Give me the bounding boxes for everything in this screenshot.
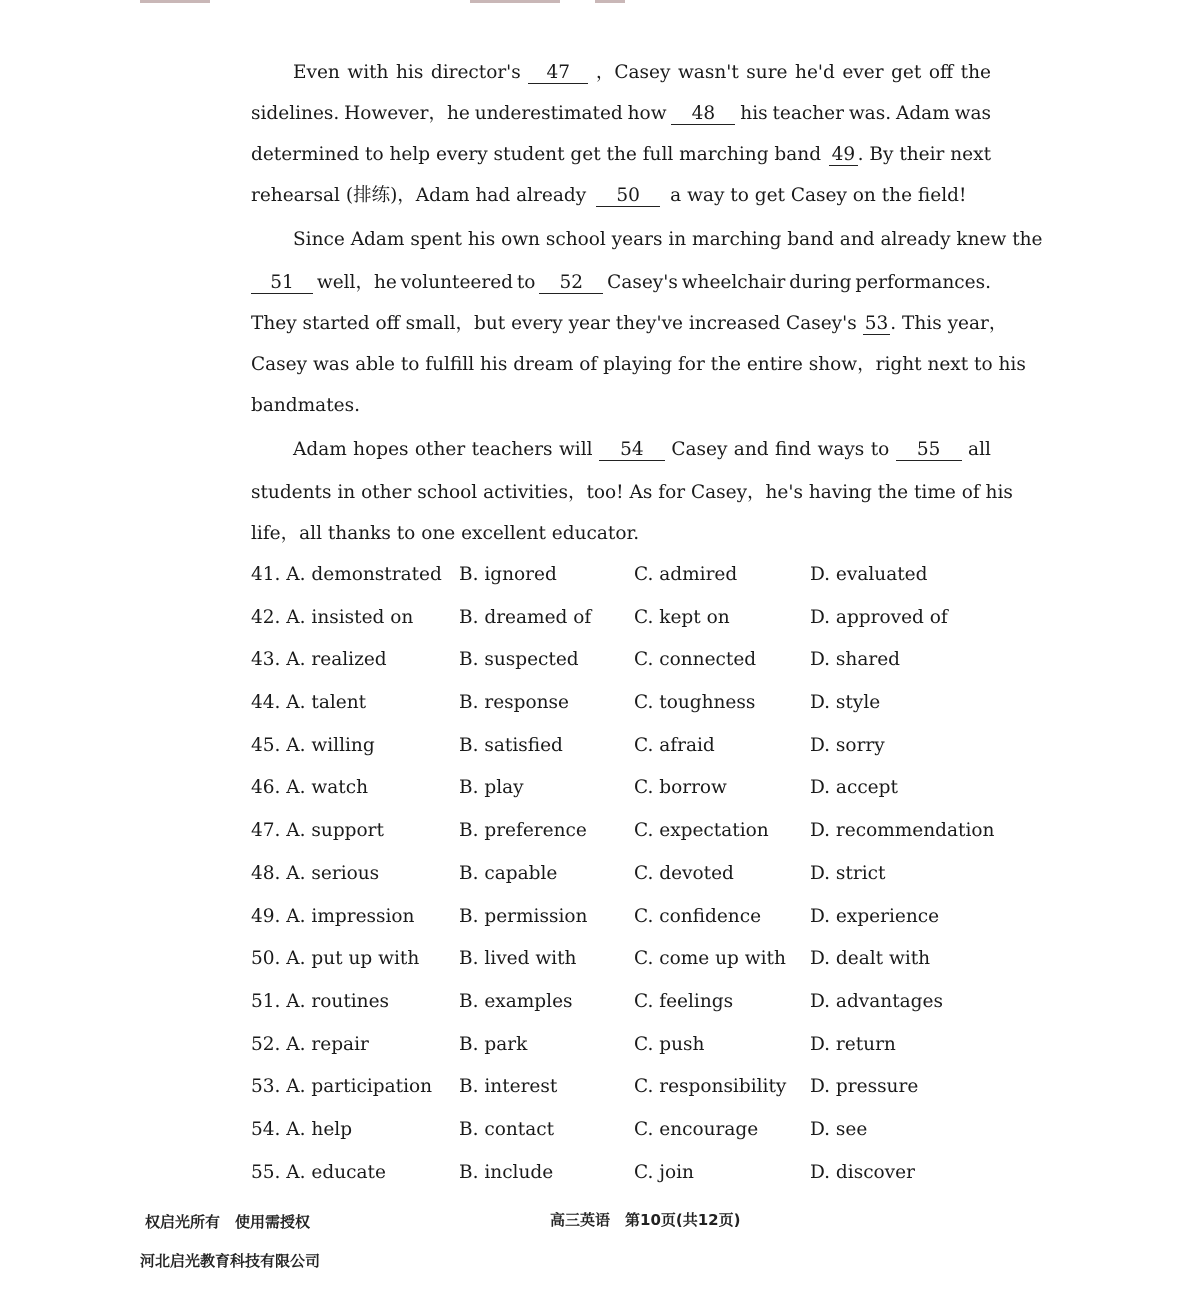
option-row [251, 639, 1011, 682]
passage-line: Since Adam spent his own school years in marching band and already knew the [293, 229, 1043, 250]
option-c: C. confidence [634, 905, 762, 927]
option-a: 55. A. educate [251, 1161, 386, 1183]
answer-options [251, 554, 1011, 1194]
option-b: B. capable [459, 862, 558, 884]
option-b: B. lived with [459, 948, 577, 970]
option-b: B. permission [459, 905, 588, 927]
option-d: D. approved of [810, 606, 948, 628]
option-row [251, 682, 1011, 725]
passage-line: Casey was able to fulfill his dream of playing for the entire show，right next to his [251, 354, 1026, 375]
option-b: B. suspected [459, 649, 579, 671]
option-c: C. admired [634, 564, 738, 585]
option-a: 50. A. put up with [251, 948, 420, 970]
option-d: D. return [810, 1033, 896, 1055]
option-row [251, 1024, 1011, 1067]
option-c: C. connected [634, 649, 757, 671]
option-row [251, 981, 1011, 1024]
option-b: B. dreamed of [459, 606, 592, 628]
option-c: C. come up with [634, 948, 786, 970]
option-c: C. expectation [634, 820, 769, 842]
option-a: 41. A. demonstrated [251, 564, 442, 585]
option-a: 52. A. repair [251, 1033, 369, 1055]
blank-53: 53 [864, 313, 889, 334]
option-b: B. interest [459, 1076, 558, 1098]
footer-page-info: 高三英语 第10页(共12页) [550, 1211, 741, 1229]
footer-company: 河北启光教育科技有限公司 [140, 1252, 321, 1270]
blank-55: 55 [896, 440, 962, 461]
blank-50: 50 [596, 186, 660, 207]
option-d: D. advantages [810, 990, 943, 1012]
option-d: D. shared [810, 649, 901, 671]
option-a: 53. A. participation [251, 1076, 433, 1098]
passage-line: life，all thanks to one excellent educator. [251, 523, 640, 544]
option-a: 46. A. watch [251, 777, 368, 799]
option-row [251, 725, 1011, 768]
option-a: 54. A. help [251, 1118, 353, 1140]
scan-top-marks [140, 0, 700, 4]
option-d: D. dealt with [810, 948, 931, 970]
blank-52: 52 [539, 273, 603, 294]
option-row [251, 853, 1011, 896]
blank-51: 51 [251, 273, 313, 294]
option-a: 51. A. routines [251, 990, 390, 1012]
option-a: 44. A. talent [251, 692, 367, 714]
option-b: B. preference [459, 820, 587, 842]
passage-line: Adam hopes other teachers will 54 Casey and find ways to 55 all [293, 439, 991, 460]
option-b: B. response [459, 692, 569, 714]
option-b: B. ignored [459, 564, 557, 585]
option-row [251, 597, 1011, 640]
option-c: C. feelings [634, 990, 734, 1012]
option-d: D. recommendation [810, 820, 995, 842]
blank-48: 48 [671, 104, 735, 125]
option-row [251, 1109, 1011, 1152]
option-row [251, 1152, 1011, 1195]
option-b: B. examples [459, 990, 573, 1012]
option-a: 47. A. support [251, 820, 384, 842]
option-row [251, 554, 1011, 597]
cloze-passage [251, 52, 1043, 554]
passage-line: students in other school activities，too! As for Casey，he's having the time of his [251, 482, 1013, 503]
passage-line: 51 well，he volunteered to 52 Casey's wheelchair during performances. [251, 262, 991, 303]
footer-copyright: 权启光所有 使用需授权 [145, 1213, 311, 1231]
option-d: D. evaluated [810, 564, 928, 585]
option-a: 49. A. impression [251, 905, 415, 927]
option-b: B. park [459, 1033, 528, 1055]
passage-line: determined to help every student get the full marching band 49 . By their next [251, 144, 991, 165]
option-b: B. satisfied [459, 734, 563, 756]
option-c: C. devoted [634, 862, 734, 884]
option-row [251, 896, 1011, 939]
passage-line: They started off small，but every year they've increased Casey's 53 . This year， [251, 313, 1008, 334]
option-d: D. strict [810, 862, 886, 884]
option-d: D. sorry [810, 734, 885, 756]
option-d: D. pressure [810, 1076, 919, 1098]
option-a: 48. A. serious [251, 862, 380, 884]
option-c: C. borrow [634, 777, 727, 799]
option-b: B. contact [459, 1118, 555, 1140]
option-a: 45. A. willing [251, 734, 375, 756]
passage-line: sidelines. However，he underestimated how 48 his teacher was. Adam was [251, 103, 991, 124]
passage-line: Even with his director's 47 ，Casey wasn't sure he'd ever get off the [293, 62, 991, 83]
option-d: D. see [810, 1118, 868, 1140]
option-d: D. accept [810, 777, 898, 799]
option-d: D. experience [810, 905, 940, 927]
option-c: C. responsibility [634, 1076, 787, 1098]
option-d: D. style [810, 692, 881, 714]
option-c: C. join [634, 1161, 694, 1183]
option-a: 43. A. realized [251, 649, 387, 671]
option-c: C. afraid [634, 734, 715, 756]
option-c: C. encourage [634, 1118, 759, 1140]
blank-47: 47 [528, 63, 588, 84]
option-row [251, 1066, 1011, 1109]
option-c: C. toughness [634, 692, 756, 714]
option-row [251, 938, 1011, 981]
option-c: C. kept on [634, 606, 730, 628]
option-c: C. push [634, 1033, 705, 1055]
option-a: 42. A. insisted on [251, 606, 414, 628]
option-b: B. include [459, 1161, 554, 1183]
option-row [251, 767, 1011, 810]
passage-line: rehearsal (排练)，Adam had already 50 a way to get Casey on the field! [251, 185, 967, 206]
blank-49: 49 [829, 145, 858, 166]
blank-54: 54 [599, 440, 665, 461]
option-b: B. play [459, 777, 524, 799]
option-row [251, 810, 1011, 853]
passage-line: bandmates. [251, 395, 360, 416]
option-d: D. discover [810, 1161, 915, 1183]
